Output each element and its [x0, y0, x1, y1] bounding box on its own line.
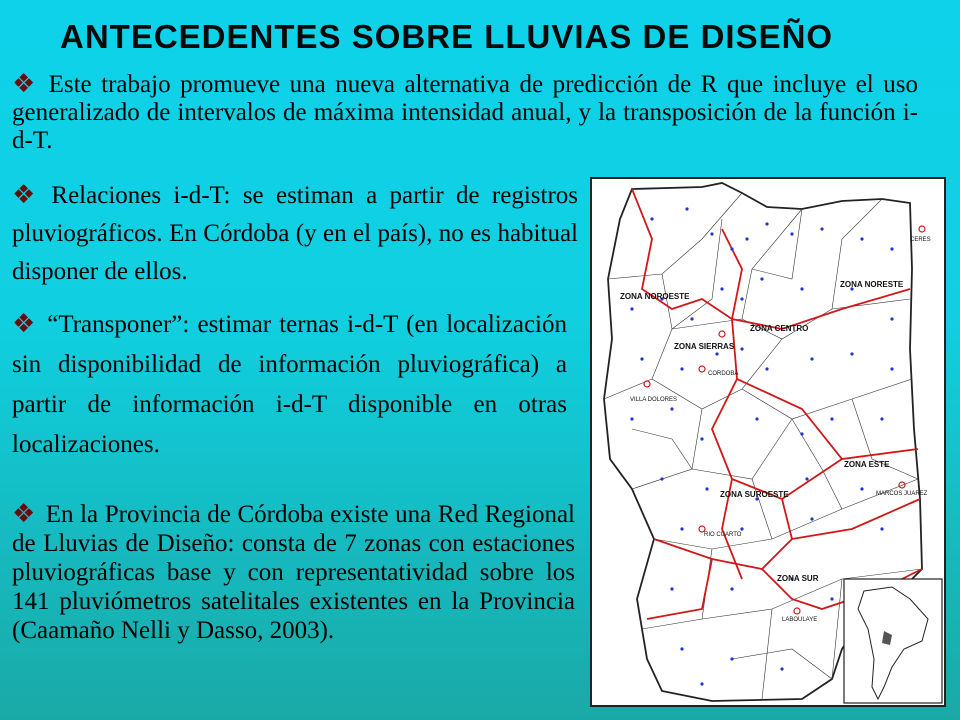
city-label-marcos-juarez: MARCOS JUAREZ: [876, 491, 928, 497]
zone-label-este: ZONA ESTE: [844, 460, 890, 469]
bullet-text-2: Relaciones i-d-T: se estiman a partir de registros pluviográficos. En Córdoba (y en el país), no es habitual disponer de ellos.: [12, 182, 579, 285]
zone-label-sierras: ZONA SIERRAS: [674, 342, 735, 351]
diamond-bullet-icon: ❖: [12, 309, 38, 339]
city-label-villa-dolores: VILLA DOLORES: [630, 397, 678, 403]
city-label-ceres: CERES: [910, 237, 931, 243]
zone-label-noreste: ZONA NORESTE: [840, 280, 904, 289]
cordoba-zones-map: [590, 177, 946, 707]
diamond-bullet-icon: ❖: [12, 180, 42, 210]
bullet-text-4: En la Provincia de Córdoba existe una Red Regional de Lluvias de Diseño: consta de 7 zonas con estaciones pluviográficas base y con representatividad sobre los 141 pluviómetros satelitales existentes en la Provincia (Caamaño Nelli y Dasso, 2003).: [12, 501, 576, 644]
bullet-text-1: Este trabajo promueve una nueva alternativa de predicción de R que incluye el uso generalizado de intervalos de máxima intensidad anual, y la transposición de la función i-d-T.: [12, 71, 918, 154]
page-title: ANTECEDENTES SOBRE LLUVIAS DE DISEÑO: [60, 18, 834, 55]
city-label-cordoba: CORDOBA: [708, 371, 739, 377]
diamond-bullet-icon: ❖: [12, 499, 36, 529]
bullet-paragraph-1: [12, 70, 918, 155]
map-figure: [592, 179, 944, 705]
diamond-bullet-icon: ❖: [12, 69, 39, 99]
zone-label-centro: ZONA CENTRO: [750, 324, 809, 333]
zone-label-sur: ZONA SUR: [777, 574, 819, 583]
bullet-paragraph-4: [12, 500, 575, 645]
bullet-text-3: “Transponer”: estimar ternas i-d-T (en localización sin disponibilidad de información pluviográfica) a partir de información i-d-T disponible en otras localizaciones.: [12, 311, 567, 458]
bullet-paragraph-2: [12, 176, 578, 291]
zone-label-noroeste: ZONA NOROESTE: [620, 292, 690, 301]
zone-label-suroeste: ZONA SUROESTE: [720, 490, 789, 499]
city-label-laboulaye: LABOULAYE: [782, 617, 818, 623]
city-label-rio-cuarto: RIO CUARTO: [704, 532, 742, 538]
bullet-paragraph-3: [12, 304, 567, 465]
